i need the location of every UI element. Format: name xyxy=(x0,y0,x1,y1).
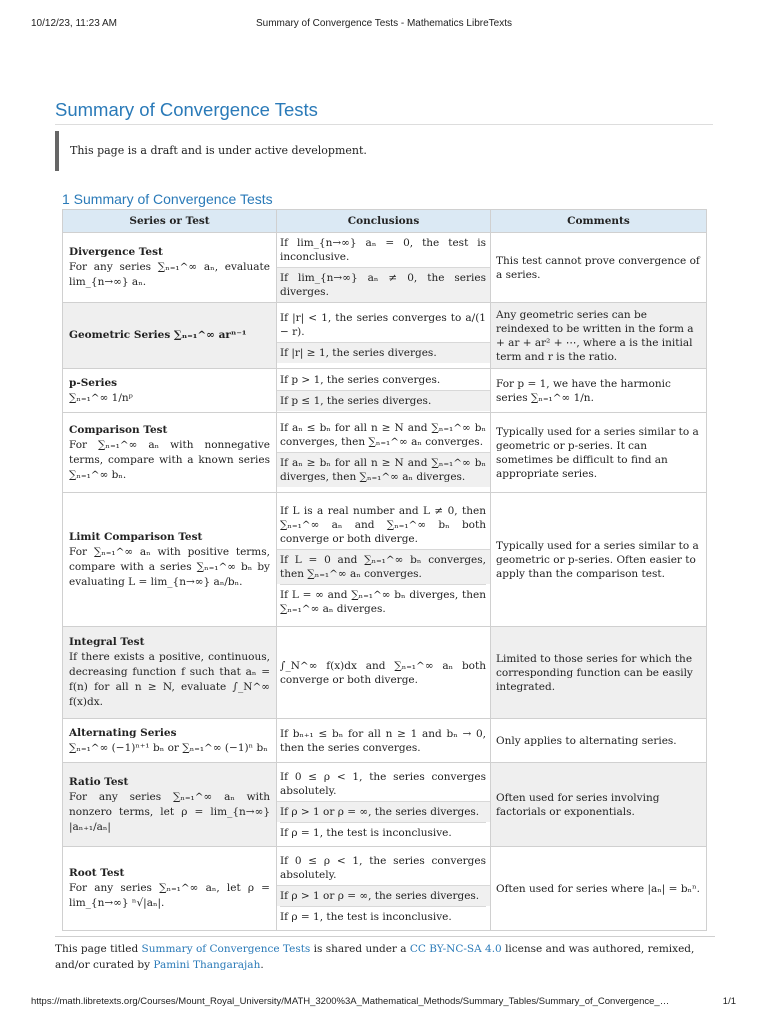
conclusion: If |r| < 1, the series converges to a/(1 − r). xyxy=(280,312,486,338)
conclusion: If ρ = 1, the test is inconclusive. xyxy=(280,822,486,843)
license-notice xyxy=(55,936,715,973)
conclusion: If L = ∞ and ∑ₙ₌₁^∞ bₙ diverges, then ∑ₙ₌₁^∞ aₙ diverges. xyxy=(280,584,486,619)
test-name: Geometric Series ∑ₙ₌₁^∞ arⁿ⁻¹ xyxy=(69,329,247,341)
header-comments: Comments xyxy=(491,210,707,233)
conclusions-cell xyxy=(277,233,491,303)
print-url: https://math.libretexts.org/Courses/Mount_Royal_University/MATH_3200%3A_Mathematical_Methods/Summary_Tables/Summary_of_Convergence_… xyxy=(31,996,670,1007)
test-name: Ratio Test xyxy=(69,775,129,788)
comment-cell: For p = 1, we have the harmonic series ∑ₙ₌₁^∞ 1/n. xyxy=(491,369,707,413)
header-conclusions: Conclusions xyxy=(277,210,491,233)
page-title: Summary of Convergence Tests xyxy=(55,99,318,120)
conclusions-cell xyxy=(277,763,491,847)
table-row xyxy=(63,627,707,719)
test-cell xyxy=(63,719,277,763)
table-row xyxy=(63,369,707,413)
comment-cell: Typically used for a series similar to a geometric or p-series. It can sometimes be difficult to find an appropriate series. xyxy=(491,413,707,493)
test-description: ∑ₙ₌₁^∞ 1/nᵖ xyxy=(69,391,133,404)
test-name: Integral Test xyxy=(69,636,145,648)
conclusion: If bₙ₊₁ ≤ bₙ for all n ≥ 1 and bₙ → 0, then the series converges. xyxy=(280,727,486,754)
comment-cell: Typically used for a series similar to a geometric or p-series. Often easier to apply than the comparison test. xyxy=(491,493,707,627)
test-cell xyxy=(63,627,277,719)
table-row xyxy=(63,847,707,931)
test-name: Alternating Series xyxy=(69,726,177,739)
print-page-count: 1/1 xyxy=(722,996,736,1007)
comment-cell: Any geometric series can be reindexed to be written in the form a + ar + ar² + ⋯, where a is the initial term and r is the ratio. xyxy=(491,303,707,369)
conclusion: If p ≤ 1, the series diverges. xyxy=(277,390,490,411)
conclusion: If 0 ≤ ρ < 1, the series converges absolutely. xyxy=(280,854,486,881)
conclusions-cell xyxy=(277,493,491,627)
conclusion: If ρ > 1 or ρ = ∞, the series diverges. xyxy=(277,801,490,822)
license-link[interactable]: CC BY-NC-SA 4.0 xyxy=(409,943,502,955)
table-row xyxy=(63,303,707,369)
conclusion: If lim_{n→∞} aₙ = 0, the test is inconclusive. xyxy=(280,237,486,263)
section-heading: 1 Summary of Convergence Tests xyxy=(62,191,273,207)
test-cell xyxy=(63,233,277,303)
test-cell xyxy=(63,413,277,493)
test-name: Comparison Test xyxy=(69,423,168,436)
table-row xyxy=(63,493,707,627)
conclusion: If aₙ ≥ bₙ for all n ≥ N and ∑ₙ₌₁^∞ bₙ diverges, then ∑ₙ₌₁^∞ aₙ diverges. xyxy=(277,452,490,487)
conclusion: ∫_N^∞ f(x)dx and ∑ₙ₌₁^∞ aₙ both converge or both diverge. xyxy=(280,659,486,686)
page-title-link[interactable]: Summary of Convergence Tests xyxy=(141,943,311,955)
conclusion: If ρ = 1, the test is inconclusive. xyxy=(280,906,486,927)
comment-cell: Often used for series involving factorials or exponentials. xyxy=(491,763,707,847)
test-name: Limit Comparison Test xyxy=(69,530,203,543)
conclusions-cell xyxy=(277,627,491,719)
test-name: Divergence Test xyxy=(69,246,163,258)
conclusions-cell xyxy=(277,369,491,413)
conclusion: If L = 0 and ∑ₙ₌₁^∞ bₙ converges, then ∑ₙ₌₁^∞ aₙ converges. xyxy=(277,549,490,584)
header-series-or-test: Series or Test xyxy=(63,210,277,233)
test-name: p-Series xyxy=(69,376,118,389)
convergence-tests-table xyxy=(62,209,707,931)
license-end: . xyxy=(260,959,264,971)
conclusion: If lim_{n→∞} aₙ ≠ 0, the series diverges. xyxy=(277,267,490,302)
print-page-title: Summary of Convergence Tests - Mathematics LibreTexts xyxy=(255,18,513,29)
conclusions-cell xyxy=(277,847,491,931)
conclusions-cell xyxy=(277,303,491,369)
test-description: For ∑ₙ₌₁^∞ aₙ with positive terms, compare with a series ∑ₙ₌₁^∞ bₙ by evaluating L = lim_{n→∞} aₙ/bₙ. xyxy=(69,545,270,588)
test-cell xyxy=(63,369,277,413)
test-cell xyxy=(63,763,277,847)
test-cell xyxy=(63,847,277,931)
table-row xyxy=(63,719,707,763)
conclusions-cell xyxy=(277,719,491,763)
comment-cell: Limited to those series for which the corresponding function can be easily integrated. xyxy=(491,627,707,719)
print-datetime: 10/12/23, 11:23 AM xyxy=(31,18,117,29)
test-description: If there exists a positive, continuous, decreasing function f such that aₙ = f(n) for all n ≥ N, evaluate ∫_N^∞ f(x)dx. xyxy=(69,651,270,708)
conclusion: If p > 1, the series converges. xyxy=(280,374,441,386)
license-suffix: license and was authored, remixed, and/or curated by xyxy=(55,943,695,971)
table-row xyxy=(63,233,707,303)
conclusion: If aₙ ≤ bₙ for all n ≥ N and ∑ₙ₌₁^∞ bₙ converges, then ∑ₙ₌₁^∞ aₙ converges. xyxy=(280,422,486,448)
conclusions-cell xyxy=(277,413,491,493)
table-row xyxy=(63,763,707,847)
table-row xyxy=(63,413,707,493)
comment-cell: Often used for series where |aₙ| = bₙⁿ. xyxy=(491,847,707,931)
comment-cell: Only applies to alternating series. xyxy=(491,719,707,763)
license-middle: is shared under a xyxy=(310,943,410,955)
conclusion: If ρ > 1 or ρ = ∞, the series diverges. xyxy=(277,885,490,906)
test-cell xyxy=(63,493,277,627)
comment-cell: This test cannot prove convergence of a series. xyxy=(491,233,707,303)
conclusion: If L is a real number and L ≠ 0, then ∑ₙ₌₁^∞ aₙ and ∑ₙ₌₁^∞ bₙ both converge or both diverge. xyxy=(280,504,486,545)
draft-notice: This page is a draft and is under active development. xyxy=(55,131,713,171)
test-description: ∑ₙ₌₁^∞ (−1)ⁿ⁺¹ bₙ or ∑ₙ₌₁^∞ (−1)ⁿ bₙ xyxy=(69,741,268,754)
conclusion: If |r| ≥ 1, the series diverges. xyxy=(277,342,490,363)
author-link[interactable]: Pamini Thangarajah xyxy=(153,959,261,971)
test-cell xyxy=(63,303,277,369)
test-name: Root Test xyxy=(69,867,125,879)
title-divider xyxy=(55,124,713,125)
conclusion: If 0 ≤ ρ < 1, the series converges absolutely. xyxy=(280,770,486,797)
test-description: For ∑ₙ₌₁^∞ aₙ with nonnegative terms, compare with a known series ∑ₙ₌₁^∞ bₙ. xyxy=(69,438,270,481)
test-description: For any series ∑ₙ₌₁^∞ aₙ with nonzero terms, let ρ = lim_{n→∞} |aₙ₊₁/aₙ| xyxy=(69,790,270,833)
license-prefix: This page titled xyxy=(55,943,142,955)
test-description: For any series ∑ₙ₌₁^∞ aₙ, let ρ = lim_{n→∞} ⁿ√|aₙ|. xyxy=(69,882,270,909)
table-header-row xyxy=(63,210,707,233)
test-description: For any series ∑ₙ₌₁^∞ aₙ, evaluate lim_{n→∞} aₙ. xyxy=(69,261,270,288)
